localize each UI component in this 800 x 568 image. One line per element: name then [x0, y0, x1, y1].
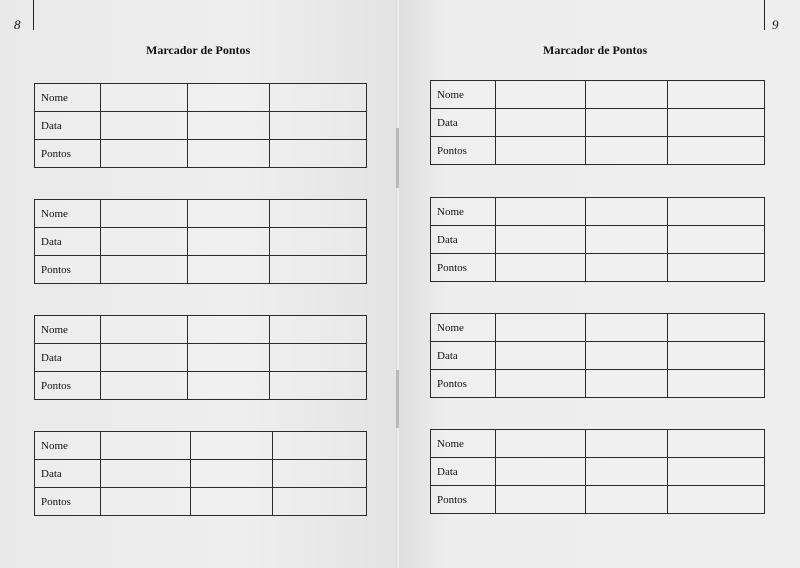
- score-cell[interactable]: [101, 432, 191, 460]
- row-label: Pontos: [431, 486, 496, 514]
- score-cell[interactable]: [273, 460, 367, 488]
- staple-top: [396, 128, 399, 188]
- score-cell[interactable]: [188, 372, 270, 400]
- score-cell[interactable]: [270, 84, 367, 112]
- score-card-right-1: [430, 80, 765, 165]
- crop-mark-left: [33, 0, 34, 30]
- table-row: [35, 256, 367, 284]
- row-label: Data: [431, 109, 496, 137]
- table-row: [35, 344, 367, 372]
- row-label: Pontos: [35, 256, 101, 284]
- score-cell[interactable]: [496, 342, 586, 370]
- score-cell[interactable]: [496, 370, 586, 398]
- score-cell[interactable]: [270, 372, 367, 400]
- table-row: [431, 342, 765, 370]
- score-card-right-2: [430, 197, 765, 282]
- table-row: [431, 109, 765, 137]
- table-row: [35, 372, 367, 400]
- row-label: Pontos: [431, 370, 496, 398]
- score-cell[interactable]: [668, 458, 765, 486]
- row-label: Nome: [35, 84, 101, 112]
- score-cell[interactable]: [668, 137, 765, 165]
- score-cell[interactable]: [586, 458, 668, 486]
- score-cell[interactable]: [668, 486, 765, 514]
- row-label: Nome: [431, 81, 496, 109]
- score-cell[interactable]: [101, 460, 191, 488]
- score-cell[interactable]: [586, 254, 668, 282]
- page-title-right: Marcador de Pontos: [543, 43, 648, 57]
- book-spine: [396, 0, 400, 568]
- score-cell[interactable]: [188, 84, 270, 112]
- score-cell[interactable]: [668, 198, 765, 226]
- score-cell[interactable]: [101, 228, 188, 256]
- row-label: Data: [431, 226, 496, 254]
- table-row: [35, 460, 367, 488]
- score-card-left-1: [34, 83, 367, 168]
- score-cell[interactable]: [496, 226, 586, 254]
- score-cell[interactable]: [101, 316, 188, 344]
- score-card-right-4: [430, 429, 765, 514]
- row-label: Pontos: [35, 372, 101, 400]
- table-row: [35, 488, 367, 516]
- row-label: Pontos: [431, 254, 496, 282]
- score-cell[interactable]: [188, 344, 270, 372]
- score-cell[interactable]: [101, 200, 188, 228]
- row-label: Data: [431, 458, 496, 486]
- score-cell[interactable]: [270, 316, 367, 344]
- page-number-right: 9: [772, 17, 779, 32]
- table-row: [35, 316, 367, 344]
- score-cell[interactable]: [586, 226, 668, 254]
- table-row: [431, 198, 765, 226]
- score-cell[interactable]: [586, 81, 668, 109]
- table-row: [431, 137, 765, 165]
- table-row: [431, 458, 765, 486]
- score-cell[interactable]: [496, 430, 586, 458]
- score-cell[interactable]: [101, 344, 188, 372]
- score-cell[interactable]: [101, 140, 188, 168]
- score-cell[interactable]: [270, 112, 367, 140]
- score-cell[interactable]: [273, 488, 367, 516]
- row-label: Pontos: [431, 137, 496, 165]
- score-cell[interactable]: [191, 432, 273, 460]
- score-cell[interactable]: [668, 430, 765, 458]
- score-cell[interactable]: [586, 109, 668, 137]
- row-label: Nome: [35, 432, 101, 460]
- score-cell[interactable]: [273, 432, 367, 460]
- score-cell[interactable]: [188, 228, 270, 256]
- score-cell[interactable]: [270, 200, 367, 228]
- table-row: [431, 370, 765, 398]
- table-row: [35, 228, 367, 256]
- score-cell[interactable]: [586, 314, 668, 342]
- score-cell[interactable]: [668, 109, 765, 137]
- row-label: Nome: [431, 314, 496, 342]
- score-cell[interactable]: [270, 228, 367, 256]
- score-cell[interactable]: [668, 81, 765, 109]
- score-cell[interactable]: [270, 344, 367, 372]
- table-row: [431, 81, 765, 109]
- page-title-left: Marcador de Pontos: [146, 43, 251, 57]
- score-cell[interactable]: [496, 137, 586, 165]
- table-row: [35, 200, 367, 228]
- score-cell[interactable]: [586, 486, 668, 514]
- table-row: [35, 112, 367, 140]
- score-cell[interactable]: [586, 430, 668, 458]
- score-cell[interactable]: [586, 342, 668, 370]
- score-cell[interactable]: [668, 314, 765, 342]
- table-row: [431, 314, 765, 342]
- table-row: [431, 430, 765, 458]
- score-card-right-3: [430, 313, 765, 398]
- score-cell[interactable]: [668, 342, 765, 370]
- row-label: Data: [35, 344, 101, 372]
- row-label: Data: [35, 228, 101, 256]
- score-cell[interactable]: [188, 316, 270, 344]
- score-cell[interactable]: [496, 81, 586, 109]
- row-label: Pontos: [35, 488, 101, 516]
- score-cell[interactable]: [496, 458, 586, 486]
- table-row: [431, 226, 765, 254]
- score-cell[interactable]: [270, 256, 367, 284]
- score-cell[interactable]: [668, 254, 765, 282]
- score-cell[interactable]: [101, 84, 188, 112]
- score-cell[interactable]: [191, 488, 273, 516]
- page-number-left: 8: [14, 17, 21, 32]
- score-cell[interactable]: [101, 488, 191, 516]
- score-cell[interactable]: [188, 200, 270, 228]
- row-label: Data: [35, 112, 101, 140]
- row-label: Nome: [431, 430, 496, 458]
- score-cell[interactable]: [188, 140, 270, 168]
- row-label: Data: [35, 460, 101, 488]
- table-row: [35, 140, 367, 168]
- crop-mark-right: [764, 0, 765, 30]
- score-cell[interactable]: [668, 370, 765, 398]
- table-row: [35, 432, 367, 460]
- score-cell[interactable]: [586, 137, 668, 165]
- score-cell[interactable]: [101, 112, 188, 140]
- score-cell[interactable]: [270, 140, 367, 168]
- score-cell[interactable]: [101, 256, 188, 284]
- score-cell[interactable]: [188, 112, 270, 140]
- score-cell[interactable]: [191, 460, 273, 488]
- score-cell[interactable]: [586, 198, 668, 226]
- score-card-left-3: [34, 315, 367, 400]
- score-cell[interactable]: [586, 370, 668, 398]
- row-label: Nome: [35, 316, 101, 344]
- score-cell[interactable]: [188, 256, 270, 284]
- score-cell[interactable]: [101, 372, 188, 400]
- row-label: Data: [431, 342, 496, 370]
- row-label: Nome: [35, 200, 101, 228]
- table-row: [431, 486, 765, 514]
- score-cell[interactable]: [496, 198, 586, 226]
- row-label: Pontos: [35, 140, 101, 168]
- staple-bottom: [396, 370, 399, 428]
- score-cell[interactable]: [496, 486, 586, 514]
- table-row: [35, 84, 367, 112]
- score-cell[interactable]: [496, 254, 586, 282]
- table-row: [431, 254, 765, 282]
- score-card-left-2: [34, 199, 367, 284]
- score-cell[interactable]: [668, 226, 765, 254]
- score-cell[interactable]: [496, 314, 586, 342]
- score-cell[interactable]: [496, 109, 586, 137]
- row-label: Nome: [431, 198, 496, 226]
- score-card-left-4: [34, 431, 367, 516]
